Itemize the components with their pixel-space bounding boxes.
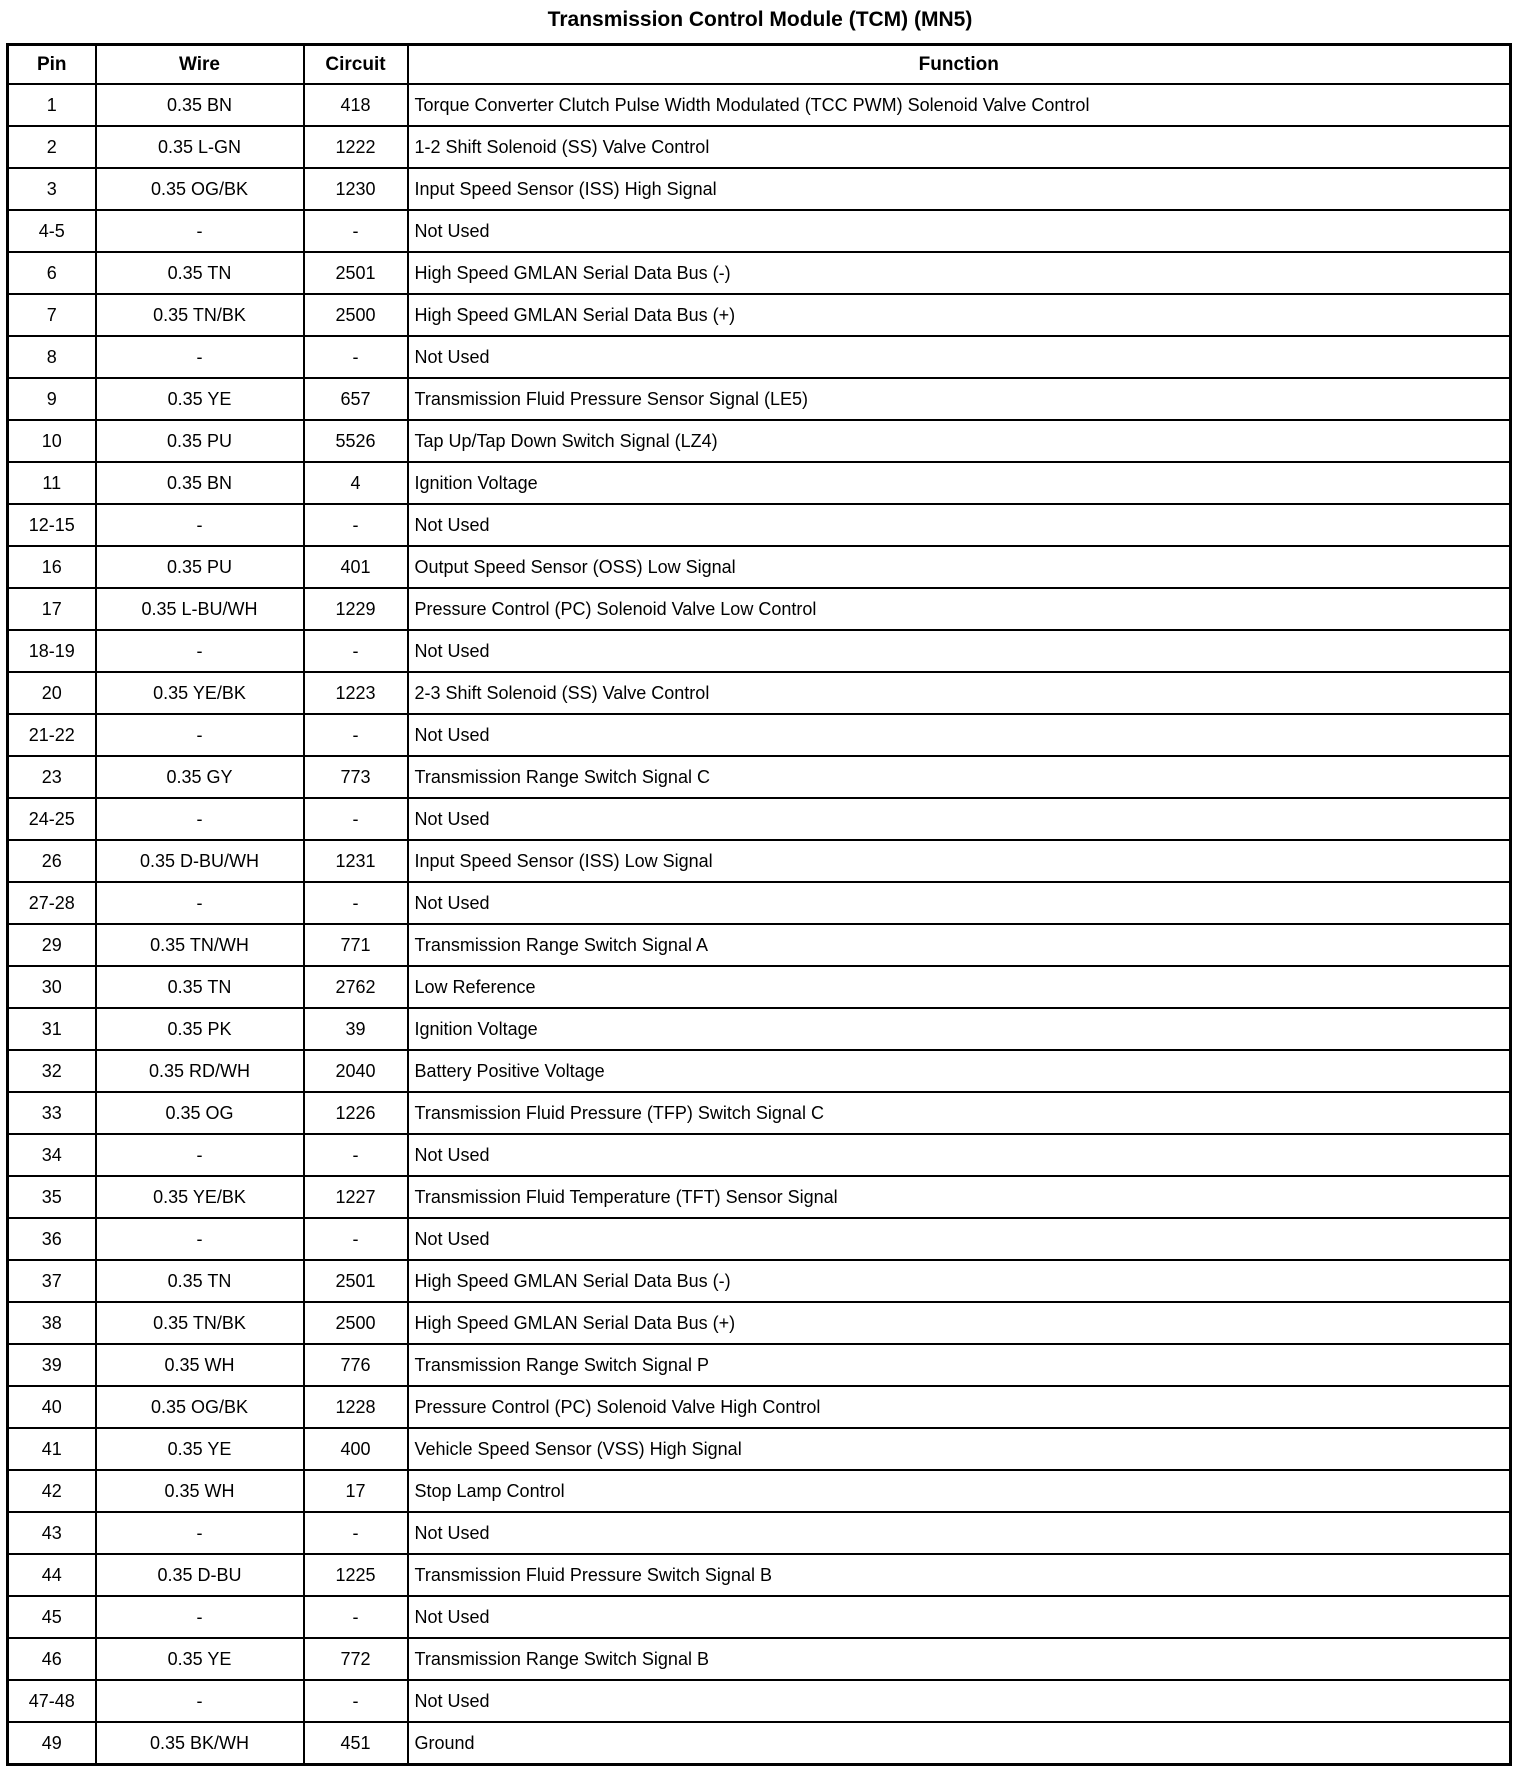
circuit-cell: - xyxy=(304,882,408,924)
function-cell: Not Used xyxy=(408,630,1511,672)
table-row xyxy=(8,504,1511,546)
wire-cell: 0.35 D-BU xyxy=(96,1554,304,1596)
wire-cell: 0.35 TN xyxy=(96,252,304,294)
table-row xyxy=(8,168,1511,210)
pin-cell: 18-19 xyxy=(8,630,96,672)
circuit-cell: 5526 xyxy=(304,420,408,462)
function-cell: Not Used xyxy=(408,882,1511,924)
pin-cell: 39 xyxy=(8,1344,96,1386)
function-cell: Not Used xyxy=(408,1218,1511,1260)
pin-cell: 6 xyxy=(8,252,96,294)
table-row xyxy=(8,1260,1511,1302)
function-cell: 1-2 Shift Solenoid (SS) Valve Control xyxy=(408,126,1511,168)
wire-cell: 0.35 TN xyxy=(96,1260,304,1302)
function-cell: Torque Converter Clutch Pulse Width Modulated (TCC PWM) Solenoid Valve Control xyxy=(408,84,1511,126)
table-row xyxy=(8,882,1511,924)
function-cell: Not Used xyxy=(408,1596,1511,1638)
table-body xyxy=(8,84,1511,1765)
table-row xyxy=(8,672,1511,714)
wire-cell: 0.35 TN/WH xyxy=(96,924,304,966)
table-row xyxy=(8,378,1511,420)
pin-cell: 31 xyxy=(8,1008,96,1050)
circuit-cell: 1230 xyxy=(304,168,408,210)
wire-cell: 0.35 TN/BK xyxy=(96,294,304,336)
circuit-cell: - xyxy=(304,336,408,378)
function-cell: Not Used xyxy=(408,336,1511,378)
wire-cell: - xyxy=(96,210,304,252)
function-cell: Transmission Range Switch Signal B xyxy=(408,1638,1511,1680)
table-row xyxy=(8,1050,1511,1092)
table-row xyxy=(8,336,1511,378)
table-row xyxy=(8,1092,1511,1134)
function-cell: Vehicle Speed Sensor (VSS) High Signal xyxy=(408,1428,1511,1470)
pin-cell: 3 xyxy=(8,168,96,210)
function-cell: Transmission Range Switch Signal P xyxy=(408,1344,1511,1386)
table-row xyxy=(8,1722,1511,1765)
function-cell: Not Used xyxy=(408,798,1511,840)
function-cell: Ignition Voltage xyxy=(408,462,1511,504)
wire-cell: 0.35 PU xyxy=(96,420,304,462)
pin-cell: 17 xyxy=(8,588,96,630)
pin-cell: 42 xyxy=(8,1470,96,1512)
function-cell: Not Used xyxy=(408,1134,1511,1176)
table-row xyxy=(8,714,1511,756)
column-header-pin: Pin xyxy=(8,45,96,85)
wire-cell: - xyxy=(96,798,304,840)
circuit-cell: 2501 xyxy=(304,1260,408,1302)
wire-cell: 0.35 TN xyxy=(96,966,304,1008)
pin-cell: 7 xyxy=(8,294,96,336)
pin-cell: 32 xyxy=(8,1050,96,1092)
pin-cell: 2 xyxy=(8,126,96,168)
wire-cell: - xyxy=(96,1512,304,1554)
table-row xyxy=(8,546,1511,588)
wire-cell: 0.35 BK/WH xyxy=(96,1722,304,1765)
table-row xyxy=(8,462,1511,504)
table-row xyxy=(8,630,1511,672)
wire-cell: 0.35 BN xyxy=(96,84,304,126)
pin-cell: 33 xyxy=(8,1092,96,1134)
function-cell: Stop Lamp Control xyxy=(408,1470,1511,1512)
circuit-cell: 773 xyxy=(304,756,408,798)
table-row xyxy=(8,126,1511,168)
circuit-cell: 2762 xyxy=(304,966,408,1008)
pin-cell: 38 xyxy=(8,1302,96,1344)
function-cell: 2-3 Shift Solenoid (SS) Valve Control xyxy=(408,672,1511,714)
pin-cell: 45 xyxy=(8,1596,96,1638)
wire-cell: 0.35 GY xyxy=(96,756,304,798)
pin-cell: 36 xyxy=(8,1218,96,1260)
circuit-cell: - xyxy=(304,1218,408,1260)
wire-cell: - xyxy=(96,882,304,924)
table-row xyxy=(8,924,1511,966)
function-cell: Battery Positive Voltage xyxy=(408,1050,1511,1092)
wire-cell: 0.35 D-BU/WH xyxy=(96,840,304,882)
wire-cell: 0.35 TN/BK xyxy=(96,1302,304,1344)
wire-cell: - xyxy=(96,630,304,672)
circuit-cell: - xyxy=(304,1134,408,1176)
wire-cell: 0.35 L-GN xyxy=(96,126,304,168)
table-row xyxy=(8,1302,1511,1344)
pin-cell: 34 xyxy=(8,1134,96,1176)
pin-cell: 4-5 xyxy=(8,210,96,252)
function-cell: High Speed GMLAN Serial Data Bus (-) xyxy=(408,1260,1511,1302)
function-cell: Transmission Range Switch Signal A xyxy=(408,924,1511,966)
pin-cell: 47-48 xyxy=(8,1680,96,1722)
table-row xyxy=(8,1176,1511,1218)
table-row xyxy=(8,1512,1511,1554)
table-row xyxy=(8,756,1511,798)
table-row xyxy=(8,210,1511,252)
function-cell: Input Speed Sensor (ISS) Low Signal xyxy=(408,840,1511,882)
table-row xyxy=(8,840,1511,882)
wire-cell: 0.35 YE xyxy=(96,1638,304,1680)
pin-cell: 40 xyxy=(8,1386,96,1428)
pin-cell: 29 xyxy=(8,924,96,966)
function-cell: Not Used xyxy=(408,210,1511,252)
wire-cell: - xyxy=(96,504,304,546)
circuit-cell: 1225 xyxy=(304,1554,408,1596)
function-cell: High Speed GMLAN Serial Data Bus (+) xyxy=(408,294,1511,336)
table-row xyxy=(8,1134,1511,1176)
circuit-cell: 4 xyxy=(304,462,408,504)
function-cell: Not Used xyxy=(408,714,1511,756)
wire-cell: 0.35 YE/BK xyxy=(96,1176,304,1218)
pin-cell: 11 xyxy=(8,462,96,504)
table-header-row xyxy=(8,45,1511,85)
pin-cell: 24-25 xyxy=(8,798,96,840)
function-cell: Output Speed Sensor (OSS) Low Signal xyxy=(408,546,1511,588)
pin-cell: 44 xyxy=(8,1554,96,1596)
table-row xyxy=(8,798,1511,840)
circuit-cell: - xyxy=(304,210,408,252)
wire-cell: - xyxy=(96,336,304,378)
circuit-cell: - xyxy=(304,1512,408,1554)
wire-cell: 0.35 PK xyxy=(96,1008,304,1050)
wire-cell: 0.35 YE/BK xyxy=(96,672,304,714)
table-row xyxy=(8,1344,1511,1386)
table-row xyxy=(8,1680,1511,1722)
function-cell: Not Used xyxy=(408,504,1511,546)
circuit-cell: 451 xyxy=(304,1722,408,1765)
wire-cell: - xyxy=(96,1134,304,1176)
pin-cell: 9 xyxy=(8,378,96,420)
wire-cell: 0.35 OG xyxy=(96,1092,304,1134)
function-cell: High Speed GMLAN Serial Data Bus (+) xyxy=(408,1302,1511,1344)
table-row xyxy=(8,1008,1511,1050)
table-row xyxy=(8,252,1511,294)
wire-cell: 0.35 WH xyxy=(96,1470,304,1512)
table-row xyxy=(8,1470,1511,1512)
circuit-cell: 771 xyxy=(304,924,408,966)
circuit-cell: - xyxy=(304,798,408,840)
circuit-cell: 1226 xyxy=(304,1092,408,1134)
circuit-cell: 1223 xyxy=(304,672,408,714)
circuit-cell: 1227 xyxy=(304,1176,408,1218)
function-cell: Low Reference xyxy=(408,966,1511,1008)
function-cell: Transmission Range Switch Signal C xyxy=(408,756,1511,798)
function-cell: Pressure Control (PC) Solenoid Valve Low Control xyxy=(408,588,1511,630)
function-cell: Ignition Voltage xyxy=(408,1008,1511,1050)
pin-cell: 35 xyxy=(8,1176,96,1218)
table-row xyxy=(8,1386,1511,1428)
circuit-cell: 1231 xyxy=(304,840,408,882)
circuit-cell: - xyxy=(304,630,408,672)
table-row xyxy=(8,1554,1511,1596)
function-cell: Transmission Fluid Pressure Switch Signal B xyxy=(408,1554,1511,1596)
function-cell: Not Used xyxy=(408,1512,1511,1554)
function-cell: Transmission Fluid Temperature (TFT) Sensor Signal xyxy=(408,1176,1511,1218)
wire-cell: 0.35 YE xyxy=(96,1428,304,1470)
circuit-cell: 401 xyxy=(304,546,408,588)
circuit-cell: - xyxy=(304,504,408,546)
pin-cell: 8 xyxy=(8,336,96,378)
circuit-cell: - xyxy=(304,714,408,756)
table-row xyxy=(8,966,1511,1008)
pin-cell: 37 xyxy=(8,1260,96,1302)
table-row xyxy=(8,1596,1511,1638)
pin-cell: 49 xyxy=(8,1722,96,1765)
page-title: Transmission Control Module (TCM) (MN5) xyxy=(547,8,973,31)
pin-cell: 23 xyxy=(8,756,96,798)
pin-cell: 43 xyxy=(8,1512,96,1554)
function-cell: Input Speed Sensor (ISS) High Signal xyxy=(408,168,1511,210)
pin-cell: 20 xyxy=(8,672,96,714)
pin-cell: 10 xyxy=(8,420,96,462)
circuit-cell: 1222 xyxy=(304,126,408,168)
circuit-cell: 2500 xyxy=(304,294,408,336)
wire-cell: 0.35 YE xyxy=(96,378,304,420)
wire-cell: - xyxy=(96,1596,304,1638)
wire-cell: - xyxy=(96,1218,304,1260)
circuit-cell: 657 xyxy=(304,378,408,420)
pin-cell: 21-22 xyxy=(8,714,96,756)
pin-cell: 41 xyxy=(8,1428,96,1470)
function-cell: Tap Up/Tap Down Switch Signal (LZ4) xyxy=(408,420,1511,462)
table-row xyxy=(8,1428,1511,1470)
column-header-circuit: Circuit xyxy=(304,45,408,85)
column-header-wire: Wire xyxy=(96,45,304,85)
pin-cell: 12-15 xyxy=(8,504,96,546)
pin-cell: 1 xyxy=(8,84,96,126)
circuit-cell: 418 xyxy=(304,84,408,126)
table-row xyxy=(8,1638,1511,1680)
circuit-cell: - xyxy=(304,1596,408,1638)
wire-cell: 0.35 OG/BK xyxy=(96,168,304,210)
wire-cell: 0.35 OG/BK xyxy=(96,1386,304,1428)
circuit-cell: 1229 xyxy=(304,588,408,630)
wire-cell: 0.35 RD/WH xyxy=(96,1050,304,1092)
circuit-cell: 1228 xyxy=(304,1386,408,1428)
wire-cell: - xyxy=(96,714,304,756)
tcm-pinout-table xyxy=(6,43,1512,1766)
pin-cell: 26 xyxy=(8,840,96,882)
function-cell: Not Used xyxy=(408,1680,1511,1722)
wire-cell: 0.35 PU xyxy=(96,546,304,588)
wire-cell: 0.35 BN xyxy=(96,462,304,504)
wire-cell: 0.35 L-BU/WH xyxy=(96,588,304,630)
table-row xyxy=(8,588,1511,630)
pin-cell: 27-28 xyxy=(8,882,96,924)
table-row xyxy=(8,294,1511,336)
table-row xyxy=(8,84,1511,126)
circuit-cell: 2501 xyxy=(304,252,408,294)
wire-cell: 0.35 WH xyxy=(96,1344,304,1386)
table-row xyxy=(8,420,1511,462)
function-cell: High Speed GMLAN Serial Data Bus (-) xyxy=(408,252,1511,294)
wire-cell: - xyxy=(96,1680,304,1722)
function-cell: Ground xyxy=(408,1722,1511,1765)
function-cell: Transmission Fluid Pressure (TFP) Switch Signal C xyxy=(408,1092,1511,1134)
circuit-cell: 39 xyxy=(304,1008,408,1050)
circuit-cell: - xyxy=(304,1680,408,1722)
function-cell: Pressure Control (PC) Solenoid Valve High Control xyxy=(408,1386,1511,1428)
circuit-cell: 17 xyxy=(304,1470,408,1512)
function-cell: Transmission Fluid Pressure Sensor Signal (LE5) xyxy=(408,378,1511,420)
pin-cell: 46 xyxy=(8,1638,96,1680)
pin-cell: 30 xyxy=(8,966,96,1008)
circuit-cell: 772 xyxy=(304,1638,408,1680)
pin-cell: 16 xyxy=(8,546,96,588)
column-header-function: Function xyxy=(408,45,1511,85)
circuit-cell: 2040 xyxy=(304,1050,408,1092)
table-row xyxy=(8,1218,1511,1260)
circuit-cell: 400 xyxy=(304,1428,408,1470)
circuit-cell: 2500 xyxy=(304,1302,408,1344)
circuit-cell: 776 xyxy=(304,1344,408,1386)
